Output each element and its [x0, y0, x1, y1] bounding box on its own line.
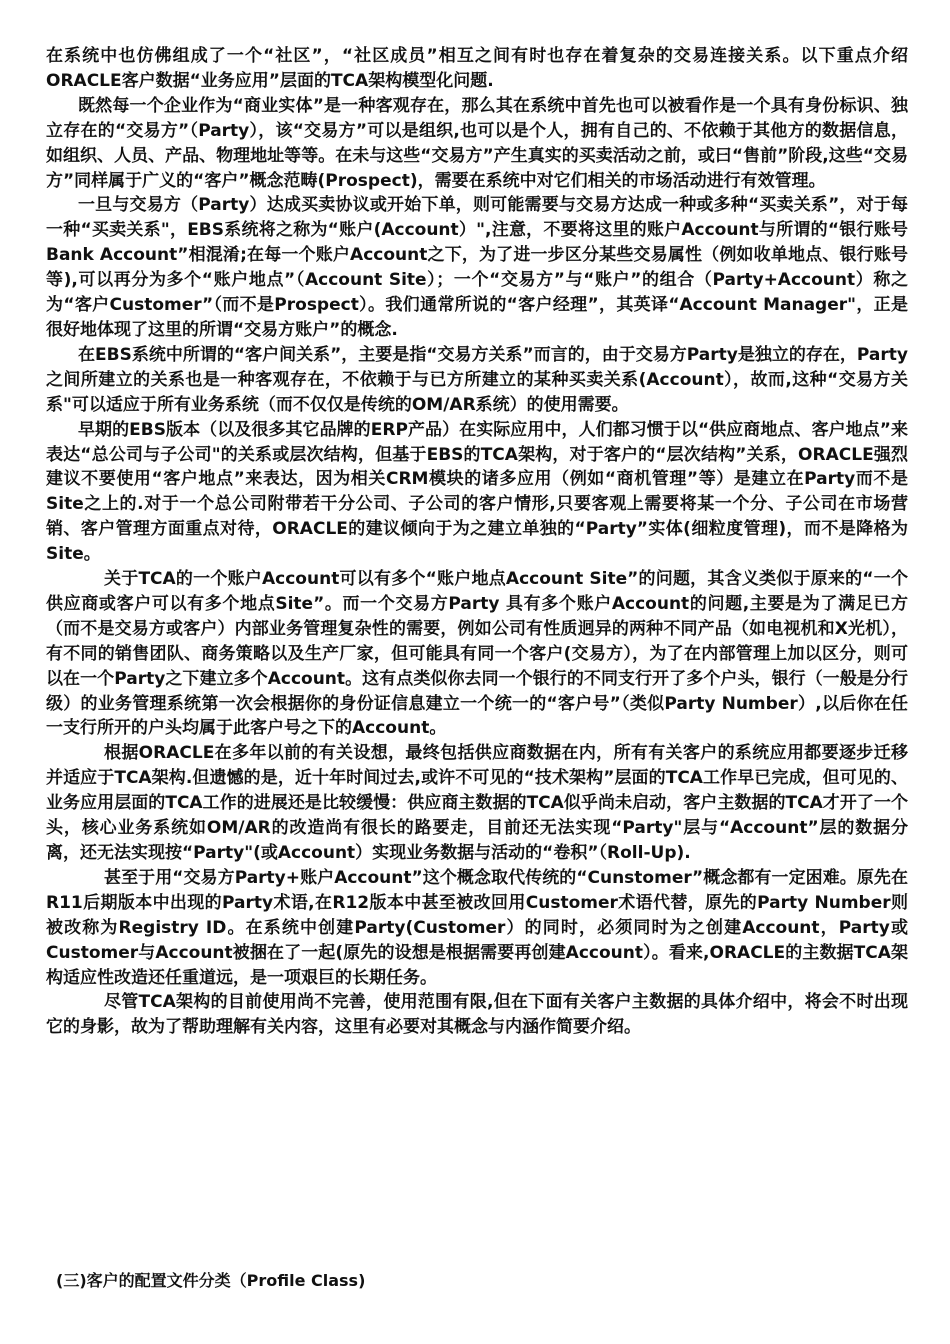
- paragraph-conclusion: 尽管TCA架构的目前使用尚不完善，使用范围有限,但在下面有关客户主数据的具体介绍中，将会不时出现它的身影，故为了帮助理解有关内容，这里有必要对其概念与内涵作简要介绍。: [46, 992, 908, 1038]
- paragraph-early-ebs-versions: 早期的EBS版本（以及很多其它品牌的ERP产品）在实际应用中，人们都习惯于以“供应商地点、客户地点”来表达“总公司与子公司"的关系或层次结构，但基于EBS的TCA架构，对于客户的“层次结构”关系，ORACLE强烈建议不要使用“客户地点”来表达，因为相关CRM模块的诸多应用（例如“商机管理”等）是建立在Party而不是Site之上的.对于一个总公司附带若干分公司、子公司的客户情形,只要客观上需要将某一个分、子公司在市场营销、客户管理方面重点对待，ORACLE的建议倾向于为之建立单独的“Party”实体(细粒度管理)，而不是降格为Site。: [46, 419, 908, 565]
- paragraph-customer-relationship: 在EBS系统中所谓的“客户间关系”，主要是指“交易方关系”而言的，由于交易方Party是独立的存在，Party之间所建立的关系也是一种客观存在，不依赖于与已方所建立的某种买卖关系(Account），故而,这种“交易方关系"可以适应于所有业务系统（而不仅仅是传统的OM/AR系统）的使用需要。: [46, 344, 908, 415]
- paragraph-tca-progress: 根据ORACLE在多年以前的有关设想，最终包括供应商数据在内，所有有关客户的系统应用都要逐步迁移并适应于TCA架构.但遗憾的是，近十年时间过去,或许不可见的“技术架构”层面的TCA工作早已完成，但可见的、业务应用层面的TCA工作的进展还是比较缓慢：供应商主数据的TCA似乎尚未启动，客户主数据的TCA才开了一个头，核心业务系统如OM/AR的改造尚有很长的路要走，目前还无法实现“Party"层与“Account”层的数据分离，还无法实现按“Party"(或Account）实现业务数据与活动的“卷积”（Roll-Up).: [46, 743, 908, 863]
- document-body: [46, 44, 908, 1040]
- section-heading-profile-class: (三)客户的配置文件分类（Profile Class): [56, 1271, 366, 1290]
- paragraph-account-sites: 关于TCA的一个账户Account可以有多个“账户地点Account Site”的问题，其含义类似于原来的“一个供应商或客户可以有多个地点Site”。而一个交易方Party 具有多个账户Account的问题,主要是为了满足已方（而不是交易方或客户）内部业务管理复杂性的需要，例如公司有性质迥异的两种不同产品（如电视机和X光机），有不同的销售团队、商务策略以及生产厂家，但可能具有同一个客户(交易方），为了在内部管理上加以区分，则可以在一个Party之下建立多个Account。这有点类似你去同一个银行的不同支行开了多个户头，银行（一般是分行级）的业务管理系统第一次会根据你的身份证信息建立一个统一的“客户号”（类似Party Number）,以后你在任一支行所开的户头均属于此客户号之下的Account。: [46, 569, 908, 739]
- paragraph-party-concept: 既然每一个企业作为“商业实体”是一种客观存在，那么其在系统中首先也可以被看作是一个具有身份标识、独立存在的“交易方”（Party），该“交易方”可以是组织,也可以是个人，拥有自己的、不依赖于其他方的数据信息，如组织、人员、产品、物理地址等等。在未与这些“交易方”产生真实的买卖活动之前，或曰“售前”阶段,这些“交易方”同样属于广义的“客户”概念范畴(Prospect)，需要在系统中对它们相关的市场活动进行有效管理。: [46, 95, 908, 191]
- paragraph-intro-continuation: 在系统中也仿佛组成了一个“社区”，“社区成员”相互之间有时也存在着复杂的交易连接关系。以下重点介绍ORACLE客户数据“业务应用”层面的TCA架构模型化问题.: [46, 46, 908, 91]
- paragraph-terminology-change: 甚至于用“交易方Party+账户Account”这个概念取代传统的“Cunstomer”概念都有一定困难。原先在R11后期版本中出现的Party术语,在R12版本中甚至被改回用Customer术语代替，原先的Party Number则被改称为Registry ID。在系统中创建Party(Customer）的同时，必须同时为之创建Account，Party或Customer与Account被捆在了一起(原先的设想是根据需要再创建Account）。看来,ORACLE的主数据TCA架构适应性改造还任重道远，是一项艰巨的长期任务。: [46, 867, 908, 988]
- paragraph-account-concept: 一旦与交易方（Party）达成买卖协议或开始下单，则可能需要与交易方达成一种或多种“买卖关系”，对于每一种“买卖关系"，EBS系统将之称为“账户(Account）",注意，不要将这里的账户Account与所谓的“银行账号Bank Account”相混淆;在每一个账户Account之下，为了进一步区分某些交易属性（例如收单地点、银行账号等),可以再分为多个“账户地点”（Account Site）；一个“交易方”与“账户”的组合（Party+Account）称之为“客户Customer”（而不是Prospect）。我们通常所说的“客户经理”，其英译“Account Manager"，正是很好地体现了这里的所谓“交易方账户”的概念.: [46, 195, 908, 340]
